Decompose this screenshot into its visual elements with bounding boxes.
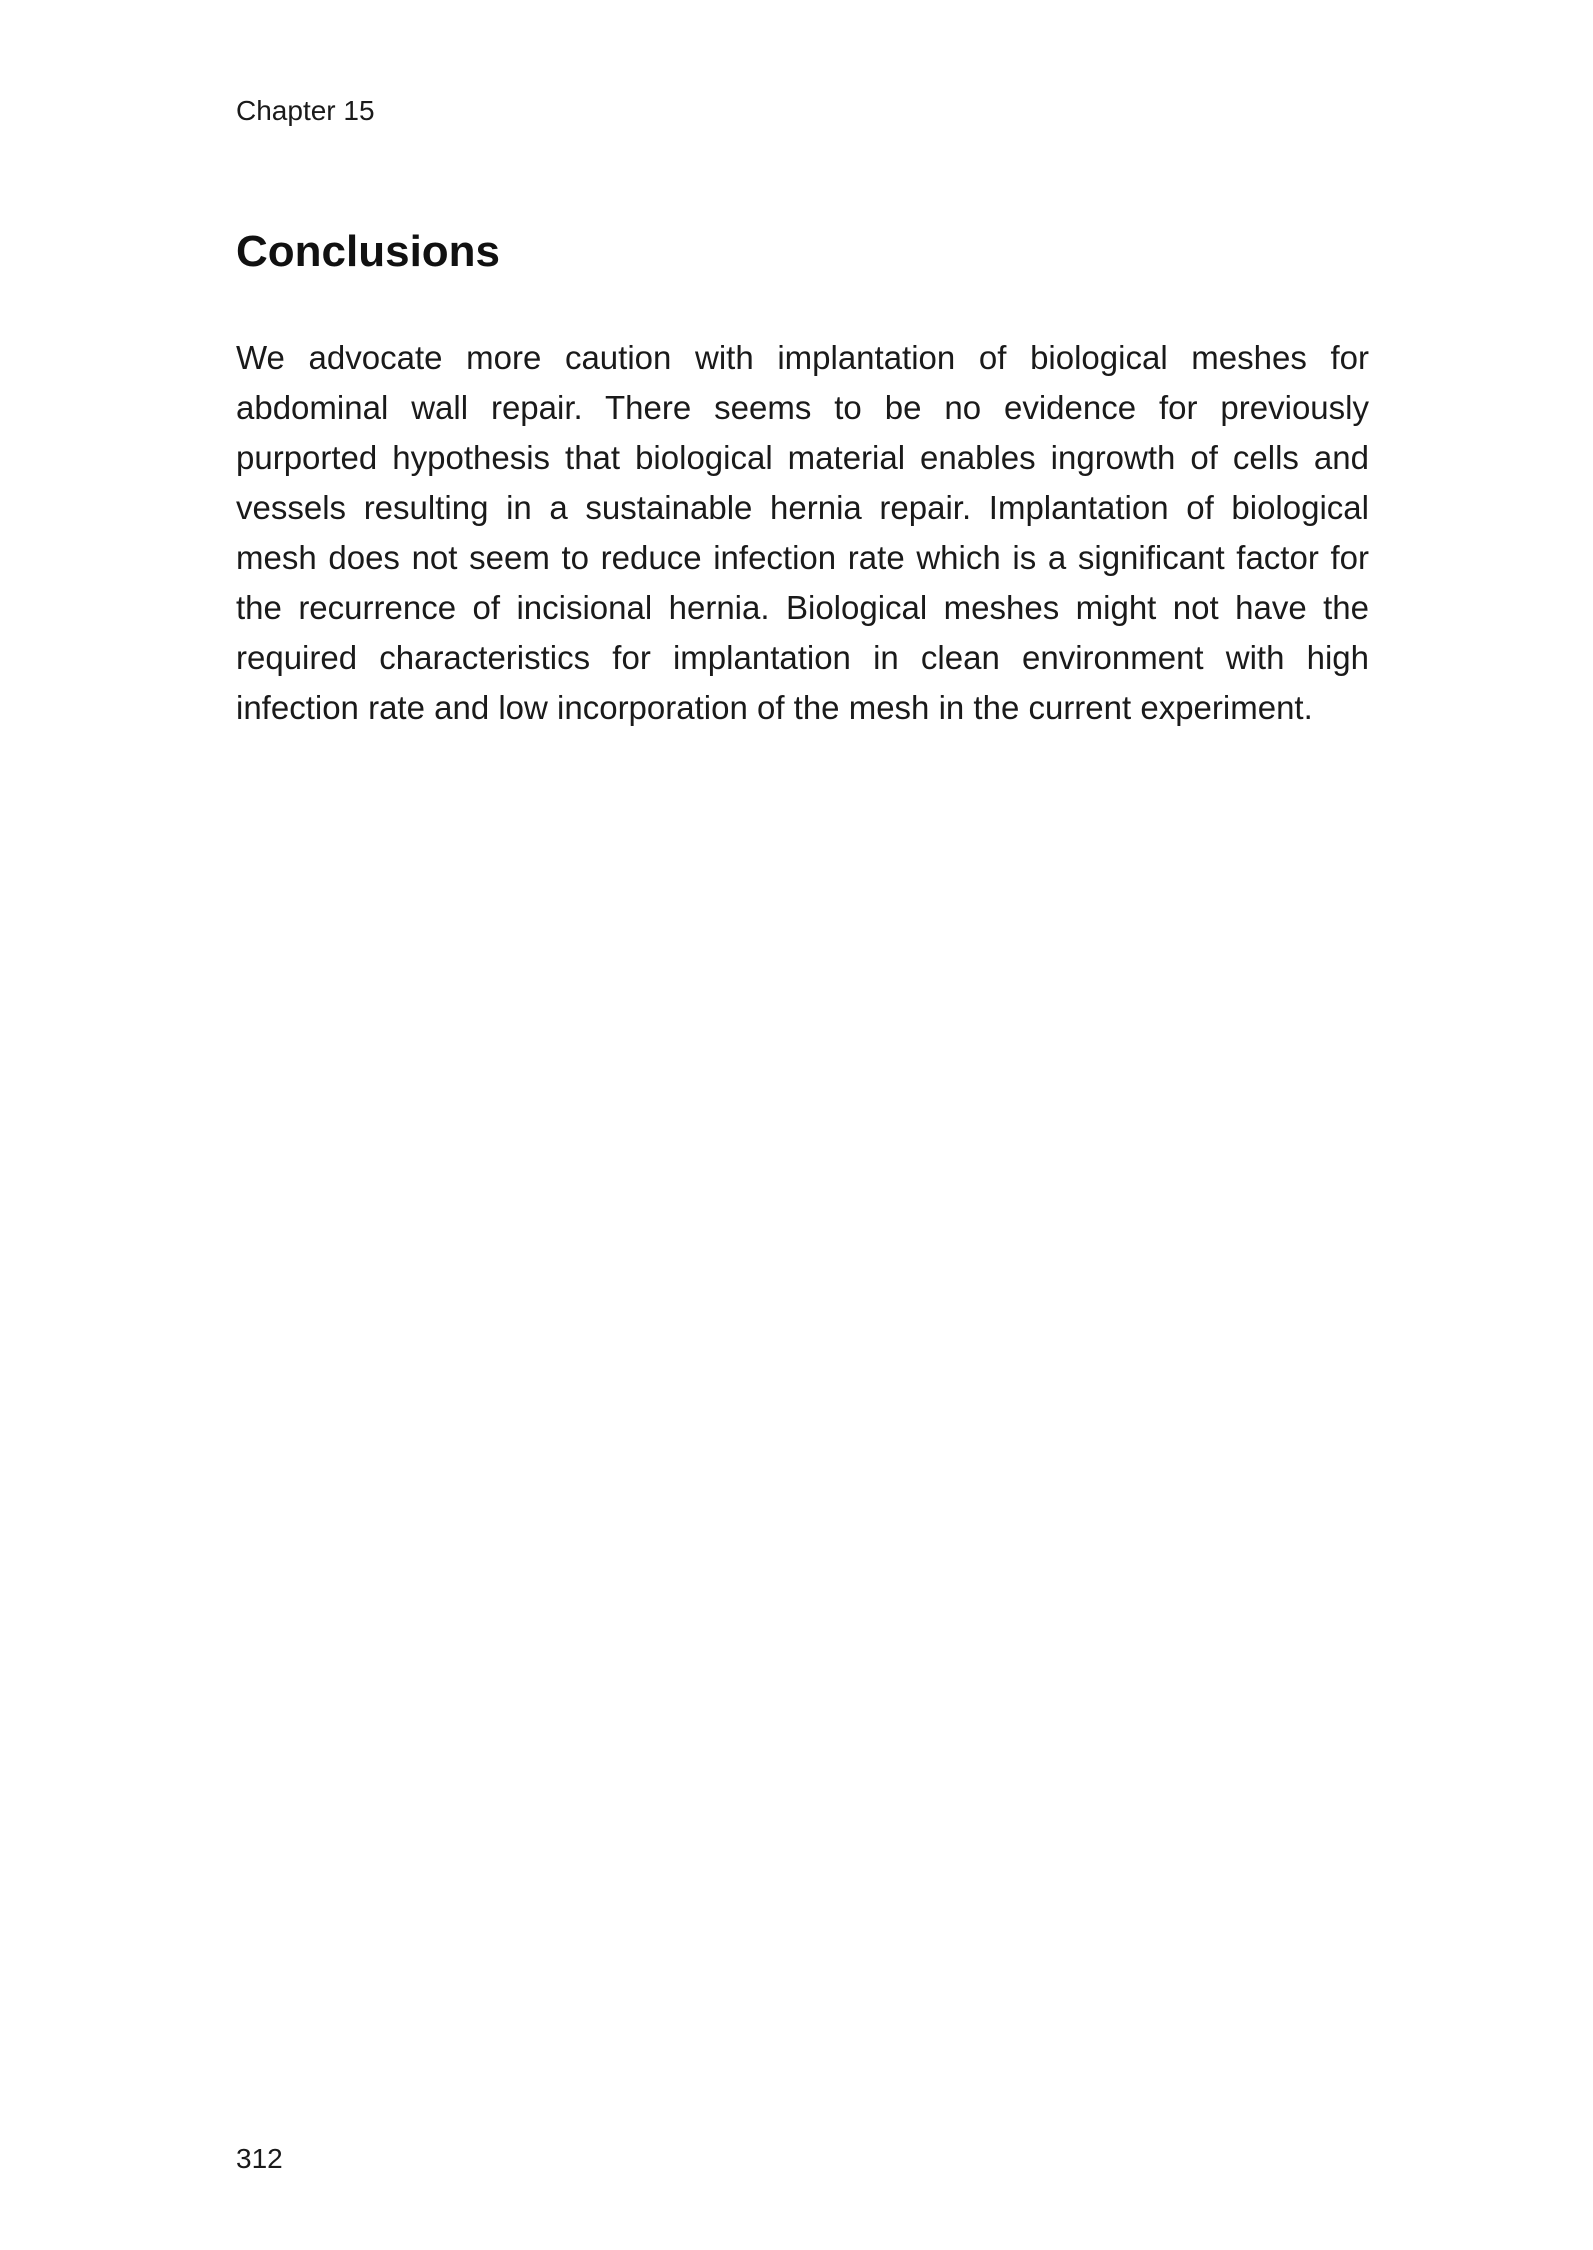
conclusions-paragraph: We advocate more caution with implantation of biological meshes for abdominal wall repair. There seems to be no evidence for previously purported hypothesis that biological material enables ingrowth of cells and vessels resulting in a sustainable hernia repair. Implantation of biological mesh does not seem to reduce infection rate which is a significant factor for the recurrence of incisional hernia. Biological meshes might not have the required characteristics for implantation in clean environment with high infection rate and low incorporation of the mesh in the current experiment.: [236, 339, 1369, 726]
chapter-running-header: Chapter 15: [236, 95, 375, 126]
page-number: 312: [236, 2143, 283, 2174]
section-title: Conclusions: [236, 227, 501, 276]
